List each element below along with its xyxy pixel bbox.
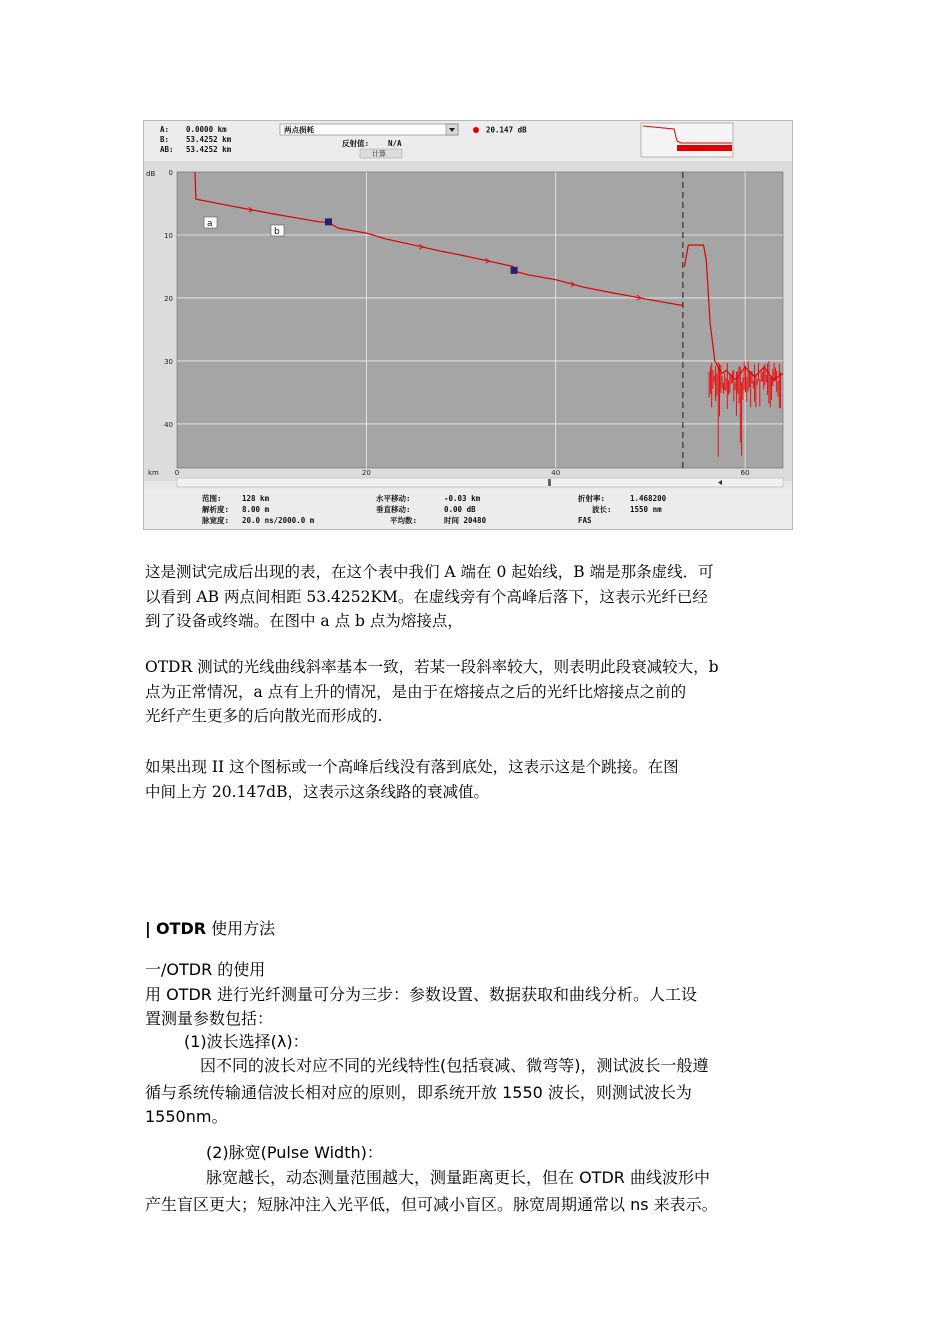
item-2-line-2: 产生盲区更大；短脉冲注入光平低，但可减小盲区。脉宽周期通常以 ns 来表示。 xyxy=(145,1195,718,1214)
paragraph-2-line-2: 点为正常情况，a 点有上升的情况，是由于在熔接点之后的光纤比熔接点之前的 xyxy=(145,682,687,701)
x-axis-unit: km xyxy=(148,469,159,477)
cursor-b-label: B: xyxy=(160,135,170,144)
paragraph-2-line-3: 光纤产生更多的后向散光而形成的. xyxy=(145,707,383,725)
section-heading-latin: OTDR xyxy=(155,919,207,938)
paragraph-2-line-1: OTDR 测试的光线曲线斜率基本一致，若某一段斜率较大，则表明此段衰减较大，b xyxy=(145,658,719,676)
otdr-screenshot xyxy=(143,120,793,530)
item-1-title: (1)波长选择(λ)： xyxy=(184,1032,309,1051)
range-value: 128 km xyxy=(242,494,270,503)
y-tick-label: 20 xyxy=(164,294,173,303)
svg-text:b: b xyxy=(274,227,280,237)
wavelength-value: 1550 nm xyxy=(630,505,662,514)
y-tick-label: 40 xyxy=(164,420,173,429)
paragraph-1-line-2: 以看到 AB 两点间相距 53.4252KM。在虚线旁有个高峰后落下，这表示光纤已经 xyxy=(145,587,708,606)
resolution-label: 解析度: xyxy=(202,505,230,514)
reflect-label: 反射值: xyxy=(342,139,370,148)
resolution-value: 8.00 m xyxy=(242,505,270,514)
marker-b xyxy=(271,225,284,237)
y-tick-label: 10 xyxy=(164,231,173,240)
item-2-title: (2)脉宽(Pulse Width)： xyxy=(206,1143,383,1162)
pulse-value: 20.0 ns/2000.0 m xyxy=(242,516,315,525)
event-marker[interactable] xyxy=(325,218,332,225)
section-heading-cn: 使用方法 xyxy=(211,919,276,938)
section-heading-bar: | xyxy=(145,919,151,938)
paragraph-3 xyxy=(145,755,810,804)
scrollbar-thumb[interactable] xyxy=(548,479,551,486)
x-tick-label: 20 xyxy=(361,469,371,477)
x-tick-label: 60 xyxy=(740,469,750,477)
avg-label: 平均数: xyxy=(390,516,418,525)
cursor-b-value: 53.4252 km xyxy=(186,135,232,144)
vshift-label: 垂直移动: xyxy=(376,505,411,514)
intro-line-2: 置测量参数包括： xyxy=(145,1009,274,1028)
event-marker[interactable] xyxy=(511,267,518,274)
overview-thumbnail xyxy=(641,123,733,157)
loss-dot-icon xyxy=(473,127,479,133)
paragraph-1 xyxy=(145,560,810,634)
wavelength-label: 波长: xyxy=(592,505,612,514)
paragraph-2 xyxy=(145,655,810,729)
ior-value: 1.468200 xyxy=(630,494,667,503)
fas-label: FAS xyxy=(578,516,592,525)
ior-label: 折射率: xyxy=(578,494,606,503)
item-1-line-1: 因不同的波长对应不同的光线特性(包括衰减、微弯等)，测试波长一般遵 xyxy=(200,1056,709,1075)
hshift-label: 水平移动: xyxy=(376,494,411,503)
x-tick-label: 40 xyxy=(551,469,561,477)
marker-a xyxy=(204,217,217,229)
paragraph-3-line-2: 中间上方 20.147dB，这表示这条线路的衰减值。 xyxy=(145,782,489,801)
paragraph-1-line-1: 这是测试完成后出现的表，在这个表中我们 A 端在 0 起始线，B 端是那条虚线．可 xyxy=(145,563,714,581)
avg-value: 时间 20480 xyxy=(444,516,487,525)
item-1-line-2: 循与系统传输通信波长相对应的原则，即系统开放 1550 波长，则测试波长为 xyxy=(145,1083,692,1102)
pulse-label: 脉宽度: xyxy=(202,516,230,525)
range-label: 范围: xyxy=(202,494,222,503)
intro-line-1: 用 OTDR 进行光纤测量可分为三步：参数设置、数据获取和曲线分析。人工设 xyxy=(145,985,697,1004)
cursor-a-label: A: xyxy=(160,125,170,134)
x-tick-label: 0 xyxy=(174,469,180,477)
loss-value: 20.147 dB xyxy=(486,125,527,135)
reflect-value: N/A xyxy=(388,139,402,148)
y-tick-label: 30 xyxy=(164,357,173,366)
mode-dropdown-value: 两点损耗 xyxy=(284,125,314,135)
cursor-a-value: 0.0000 km xyxy=(186,125,227,134)
svg-text:a: a xyxy=(207,219,213,229)
item-1-line-3: 1550nm。 xyxy=(145,1107,228,1126)
otdr-display xyxy=(144,121,792,529)
paragraph-3-line-1: 如果出现 II 这个图标或一个高峰后线没有落到底处，这表示这是个跳接。在图 xyxy=(145,758,679,776)
cursor-ab-value: 53.4252 km xyxy=(186,145,232,154)
paragraph-1-line-3: 到了设备或终端。在图中 a 点 b 点为熔接点， xyxy=(145,612,463,630)
hshift-value: -0.03 km xyxy=(444,494,481,503)
y-axis-unit: dB xyxy=(146,170,156,178)
subheading: 一/OTDR 的使用 xyxy=(145,960,266,979)
cursor-ab-label: AB: xyxy=(160,145,174,154)
section-heading xyxy=(145,917,275,941)
item-2-line-1: 脉宽越长，动态测量范围越大，测量距离更长，但在 OTDR 曲线波形中 xyxy=(206,1168,710,1187)
calc-button-label: 计算 xyxy=(372,150,386,158)
y-tick-label: 0 xyxy=(168,169,173,177)
vshift-value: 0.00 dB xyxy=(444,505,476,514)
horizontal-scrollbar[interactable] xyxy=(177,478,783,487)
